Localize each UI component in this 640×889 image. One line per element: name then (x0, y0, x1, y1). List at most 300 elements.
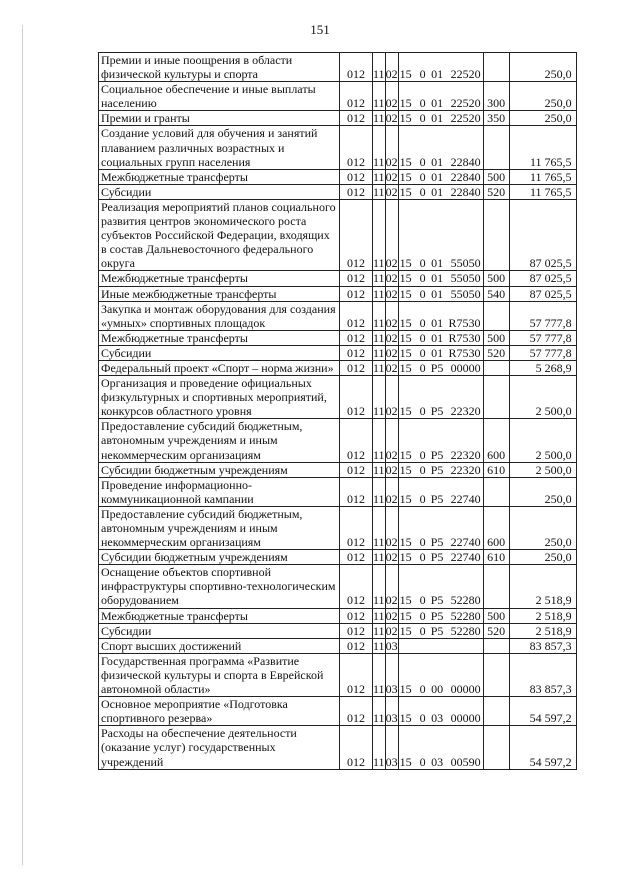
article-code: 52280 (450, 608, 481, 623)
row-grbs: 012 (340, 506, 373, 549)
article-program: 15 (399, 623, 412, 638)
row-section: 11 (373, 623, 385, 638)
budget-table (98, 52, 577, 770)
row-subsection: 03 (385, 726, 398, 769)
article-event: 01 (431, 96, 444, 111)
table-row (99, 301, 577, 330)
row-name: Предоставление субсидий бюджетным, автономным учреждениям и иным некоммерческим организациям (99, 419, 340, 462)
row-subsection: 02 (385, 199, 398, 270)
row-section: 11 (373, 419, 386, 462)
row-expense-type (483, 477, 509, 506)
row-expense-type: 600 (483, 419, 509, 462)
article-program: 15 (399, 256, 412, 271)
row-name: Государственная программа «Развитие физической культуры и спорта в Еврейской автономной области» (99, 653, 340, 696)
row-section: 11 (373, 726, 386, 769)
page-edge-line (22, 25, 23, 865)
row-subsection: 03 (385, 653, 398, 696)
row-target-article (398, 169, 483, 184)
row-subsection: 02 (385, 506, 398, 549)
article-program: 15 (399, 682, 412, 697)
table-row (99, 169, 577, 184)
article-event: 01 (431, 315, 444, 330)
row-grbs: 012 (340, 477, 373, 506)
article-subprogram: 0 (419, 154, 426, 169)
article-code: 22740 (450, 535, 481, 550)
row-section: 11 (373, 376, 386, 419)
article-program: 15 (399, 404, 412, 419)
article-code: 22520 (450, 96, 481, 111)
table-row (99, 506, 577, 549)
row-expense-type (483, 126, 509, 169)
row-grbs: 012 (340, 653, 373, 696)
table-row (99, 184, 577, 199)
row-target-article (398, 653, 483, 696)
row-name: Межбюджетные трансферты (99, 271, 340, 286)
table-row (99, 82, 577, 111)
article-event: 03 (431, 754, 444, 769)
row-target-article (398, 419, 483, 462)
row-subsection: 02 (385, 565, 398, 608)
row-sum: 2 500,0 (509, 419, 576, 462)
row-section: 11 (373, 550, 385, 565)
table-row (99, 126, 577, 169)
article-subprogram: 0 (419, 169, 426, 184)
row-section: 11 (373, 301, 386, 330)
article-event: 01 (431, 184, 444, 199)
row-expense-type: 350 (483, 111, 509, 126)
row-sum: 250,0 (509, 82, 576, 111)
article-subprogram: 0 (419, 608, 426, 623)
row-grbs: 012 (340, 286, 373, 301)
article-program: 15 (399, 535, 412, 550)
article-subprogram: 0 (419, 184, 426, 199)
article-code: 00590 (450, 754, 481, 769)
row-sum: 250,0 (509, 477, 576, 506)
article-program: 15 (399, 593, 412, 608)
row-target-article (398, 111, 483, 126)
row-grbs: 012 (340, 271, 373, 286)
article-subprogram: 0 (419, 330, 426, 345)
row-subsection: 02 (385, 376, 398, 419)
row-section: 11 (373, 608, 385, 623)
table-row (99, 477, 577, 506)
table-row (99, 330, 577, 345)
article-subprogram: 0 (419, 345, 426, 360)
article-program: 15 (399, 462, 412, 477)
article-program: 15 (399, 184, 412, 199)
article-code: 00000 (450, 711, 481, 726)
row-subsection: 02 (385, 111, 398, 126)
row-subsection: 02 (385, 550, 398, 565)
article-code: 22840 (450, 169, 481, 184)
table-row (99, 286, 577, 301)
article-program: 15 (399, 111, 412, 126)
row-subsection: 02 (385, 419, 398, 462)
article-program: 15 (399, 491, 412, 506)
article-subprogram: 0 (419, 682, 426, 697)
row-expense-type (483, 726, 509, 769)
row-subsection: 02 (385, 82, 398, 111)
article-subprogram: 0 (419, 535, 426, 550)
row-grbs: 012 (340, 462, 373, 477)
article-code: 00000 (450, 360, 481, 375)
row-name: Оснащение объектов спортивной инфраструктуры спортивно-технологическим оборудованием (99, 565, 340, 608)
row-grbs: 012 (340, 726, 373, 769)
row-subsection: 03 (385, 697, 398, 726)
table-row (99, 271, 577, 286)
table-row (99, 419, 577, 462)
article-code: 22320 (450, 404, 481, 419)
row-sum: 87 025,5 (509, 286, 576, 301)
row-name: Расходы на обеспечение деятельности (оказание услуг) государственных учреждений (99, 726, 340, 769)
article-event: 01 (431, 330, 444, 345)
row-grbs: 012 (340, 111, 373, 126)
row-section: 11 (373, 697, 386, 726)
row-section: 11 (373, 169, 385, 184)
table-row (99, 199, 577, 270)
row-name: Закупка и монтаж оборудования для создания «умных» спортивных площадок (99, 301, 340, 330)
row-target-article (398, 623, 483, 638)
row-expense-type: 520 (483, 623, 509, 638)
row-section: 11 (373, 53, 386, 82)
article-program: 15 (399, 360, 412, 375)
article-code: 55050 (450, 271, 481, 286)
table-row (99, 638, 577, 653)
row-subsection: 02 (385, 330, 398, 345)
row-name: Межбюджетные трансферты (99, 169, 340, 184)
row-target-article (398, 271, 483, 286)
article-subprogram: 0 (419, 96, 426, 111)
article-event: P5 (430, 491, 444, 506)
article-subprogram: 0 (419, 711, 426, 726)
row-name: Проведение информационно-коммуникационной кампании (99, 477, 340, 506)
row-section: 11 (373, 345, 385, 360)
row-name: Спорт высших достижений (99, 638, 340, 653)
row-sum: 57 777,8 (509, 345, 576, 360)
row-section: 11 (373, 184, 385, 199)
row-name: Субсидии бюджетным учреждениям (99, 462, 340, 477)
row-target-article (398, 726, 483, 769)
row-grbs: 012 (340, 697, 373, 726)
article-code: 00000 (450, 682, 481, 697)
article-subprogram: 0 (419, 491, 426, 506)
row-expense-type: 540 (483, 286, 509, 301)
row-target-article (398, 286, 483, 301)
table-row (99, 376, 577, 419)
row-name: Межбюджетные трансферты (99, 330, 340, 345)
row-sum: 2 518,9 (509, 608, 576, 623)
row-sum: 5 268,9 (509, 360, 576, 375)
row-sum: 2 500,0 (509, 376, 576, 419)
row-grbs: 012 (340, 126, 373, 169)
article-event: 00 (431, 682, 444, 697)
article-subprogram: 0 (419, 593, 426, 608)
row-target-article (398, 360, 483, 375)
table-row (99, 53, 577, 82)
row-sum: 54 597,2 (509, 726, 576, 769)
page-number: 151 (310, 22, 330, 37)
row-target-article (398, 638, 483, 653)
article-subprogram: 0 (419, 360, 426, 375)
row-grbs: 012 (340, 360, 373, 375)
row-name: Межбюджетные трансферты (99, 608, 340, 623)
row-sum: 11 765,5 (509, 169, 576, 184)
row-target-article (398, 477, 483, 506)
article-subprogram: 0 (419, 67, 426, 82)
article-code: 22320 (450, 462, 481, 477)
row-grbs: 012 (340, 550, 373, 565)
table-row (99, 565, 577, 608)
row-subsection: 02 (385, 53, 398, 82)
article-code: 22840 (450, 184, 481, 199)
article-subprogram: 0 (419, 315, 426, 330)
row-target-article (398, 345, 483, 360)
row-expense-type: 300 (483, 82, 509, 111)
row-subsection: 02 (385, 360, 398, 375)
row-section: 11 (373, 653, 386, 696)
row-target-article (398, 184, 483, 199)
row-sum: 54 597,2 (509, 697, 576, 726)
row-expense-type (483, 376, 509, 419)
article-program: 15 (399, 169, 412, 184)
article-event: 01 (431, 169, 444, 184)
row-target-article (398, 330, 483, 345)
row-name: Премии и гранты (99, 111, 340, 126)
row-name: Федеральный проект «Спорт – норма жизни» (99, 360, 340, 375)
row-subsection: 02 (385, 169, 398, 184)
article-code: R7530 (448, 330, 481, 345)
article-event: 01 (431, 286, 444, 301)
row-target-article (398, 301, 483, 330)
article-subprogram: 0 (419, 256, 426, 271)
row-subsection: 02 (385, 462, 398, 477)
row-sum: 57 777,8 (509, 301, 576, 330)
article-event: 01 (431, 345, 444, 360)
row-sum: 57 777,8 (509, 330, 576, 345)
row-expense-type: 610 (483, 462, 509, 477)
row-expense-type: 520 (483, 345, 509, 360)
row-subsection: 02 (385, 623, 398, 638)
article-program: 15 (399, 154, 412, 169)
row-section: 11 (373, 271, 385, 286)
row-grbs: 012 (340, 345, 373, 360)
row-section: 11 (373, 565, 386, 608)
article-event: 01 (431, 256, 444, 271)
row-grbs: 012 (340, 638, 373, 653)
row-subsection: 02 (385, 608, 398, 623)
row-target-article (398, 565, 483, 608)
row-section: 11 (373, 199, 386, 270)
article-program: 15 (399, 96, 412, 111)
article-program: 15 (399, 754, 412, 769)
row-name: Организация и проведение официальных физкультурных и спортивных мероприятий, конкурсов областного уровня (99, 376, 340, 419)
article-event: 01 (431, 154, 444, 169)
article-program: 15 (399, 345, 412, 360)
article-code: 22520 (450, 67, 481, 82)
row-target-article (398, 462, 483, 477)
row-section: 11 (373, 82, 386, 111)
row-section: 11 (373, 506, 386, 549)
row-name: Субсидии (99, 184, 340, 199)
row-name: Создание условий для обучения и занятий плаванием различных возрастных и социальных групп населения (99, 126, 340, 169)
row-sum: 2 500,0 (509, 462, 576, 477)
article-code: R7530 (448, 345, 481, 360)
row-sum: 250,0 (509, 550, 576, 565)
article-subprogram: 0 (419, 111, 426, 126)
row-name: Социальное обеспечение и иные выплаты населению (99, 82, 340, 111)
row-name: Основное мероприятие «Подготовка спортивного резерва» (99, 697, 340, 726)
row-expense-type: 610 (483, 550, 509, 565)
article-code: 22520 (450, 111, 481, 126)
row-section: 11 (373, 126, 386, 169)
row-grbs: 012 (340, 301, 373, 330)
row-expense-type (483, 199, 509, 270)
row-expense-type (483, 638, 509, 653)
row-target-article (398, 550, 483, 565)
row-grbs: 012 (340, 376, 373, 419)
article-subprogram: 0 (419, 623, 426, 638)
row-sum: 87 025,5 (509, 199, 576, 270)
article-subprogram: 0 (419, 404, 426, 419)
row-name: Предоставление субсидий бюджетным, автономным учреждениям и иным некоммерческим организациям (99, 506, 340, 549)
row-target-article (398, 506, 483, 549)
article-program: 15 (399, 608, 412, 623)
row-expense-type: 500 (483, 169, 509, 184)
row-target-article (398, 199, 483, 270)
row-sum: 11 765,5 (509, 126, 576, 169)
row-grbs: 012 (340, 330, 373, 345)
row-target-article (398, 53, 483, 82)
article-program: 15 (399, 286, 412, 301)
row-grbs: 012 (340, 419, 373, 462)
article-code: 22740 (450, 550, 481, 565)
row-section: 11 (373, 286, 385, 301)
row-grbs: 012 (340, 608, 373, 623)
article-program: 15 (399, 550, 412, 565)
row-sum: 11 765,5 (509, 184, 576, 199)
row-target-article (398, 697, 483, 726)
row-subsection: 02 (385, 477, 398, 506)
table-row (99, 653, 577, 696)
article-event: P5 (430, 360, 444, 375)
row-section: 11 (373, 360, 385, 375)
row-grbs: 012 (340, 53, 373, 82)
article-event: P5 (430, 447, 444, 462)
row-expense-type (483, 301, 509, 330)
row-subsection: 02 (385, 184, 398, 199)
row-expense-type (483, 565, 509, 608)
article-subprogram: 0 (419, 550, 426, 565)
row-section: 11 (373, 477, 386, 506)
table-row (99, 697, 577, 726)
row-sum: 250,0 (509, 111, 576, 126)
row-sum: 83 857,3 (509, 653, 576, 696)
article-code: 55050 (450, 256, 481, 271)
article-subprogram: 0 (419, 462, 426, 477)
row-section: 11 (373, 111, 385, 126)
table-row (99, 726, 577, 769)
row-name: Субсидии (99, 345, 340, 360)
article-event: 01 (431, 271, 444, 286)
row-expense-type (483, 360, 509, 375)
row-expense-type: 520 (483, 184, 509, 199)
row-sum: 250,0 (509, 506, 576, 549)
row-name: Субсидии бюджетным учреждениям (99, 550, 340, 565)
row-section: 11 (373, 330, 385, 345)
row-target-article (398, 82, 483, 111)
row-subsection: 02 (385, 345, 398, 360)
article-program: 15 (399, 315, 412, 330)
row-expense-type: 500 (483, 271, 509, 286)
article-code: 52280 (450, 593, 481, 608)
article-event: P5 (430, 593, 444, 608)
row-target-article (398, 376, 483, 419)
row-subsection: 03 (385, 638, 398, 653)
row-subsection: 02 (385, 301, 398, 330)
article-event: P5 (430, 608, 444, 623)
article-code: R7530 (448, 315, 481, 330)
article-event: P5 (430, 404, 444, 419)
table-row (99, 550, 577, 565)
table-row (99, 360, 577, 375)
row-sum: 87 025,5 (509, 271, 576, 286)
row-sum: 2 518,9 (509, 623, 576, 638)
row-expense-type: 600 (483, 506, 509, 549)
row-expense-type (483, 653, 509, 696)
table-row (99, 111, 577, 126)
article-code: 22840 (450, 154, 481, 169)
table-row (99, 345, 577, 360)
article-code: 22320 (450, 447, 481, 462)
article-program: 15 (399, 67, 412, 82)
row-sum: 83 857,3 (509, 638, 576, 653)
row-grbs: 012 (340, 565, 373, 608)
row-expense-type (483, 53, 509, 82)
row-name: Реализация мероприятий планов социального развития центров экономического роста субъектов Российской Федерации, входящих в состав Дальневосточного федерального округа (99, 199, 340, 270)
article-event: P5 (430, 535, 444, 550)
row-section: 11 (373, 638, 385, 653)
row-sum: 2 518,9 (509, 565, 576, 608)
article-program: 15 (399, 711, 412, 726)
article-code: 55050 (450, 286, 481, 301)
row-expense-type: 500 (483, 608, 509, 623)
row-name: Иные межбюджетные трансферты (99, 286, 340, 301)
article-event: P5 (430, 623, 444, 638)
article-subprogram: 0 (419, 754, 426, 769)
row-sum: 250,0 (509, 53, 576, 82)
table-row (99, 462, 577, 477)
row-subsection: 02 (385, 286, 398, 301)
article-program: 15 (399, 271, 412, 286)
row-grbs: 012 (340, 623, 373, 638)
article-event: P5 (430, 462, 444, 477)
budget-table-body (99, 53, 577, 770)
row-expense-type (483, 697, 509, 726)
row-grbs: 012 (340, 169, 373, 184)
article-code: 52280 (450, 623, 481, 638)
article-event: 03 (431, 711, 444, 726)
article-subprogram: 0 (419, 286, 426, 301)
article-event: P5 (430, 550, 444, 565)
row-subsection: 02 (385, 271, 398, 286)
row-grbs: 012 (340, 199, 373, 270)
article-code: 22740 (450, 491, 481, 506)
row-target-article (398, 126, 483, 169)
row-section: 11 (373, 462, 385, 477)
row-name: Субсидии (99, 623, 340, 638)
article-event: 01 (431, 111, 444, 126)
article-program: 15 (399, 447, 412, 462)
